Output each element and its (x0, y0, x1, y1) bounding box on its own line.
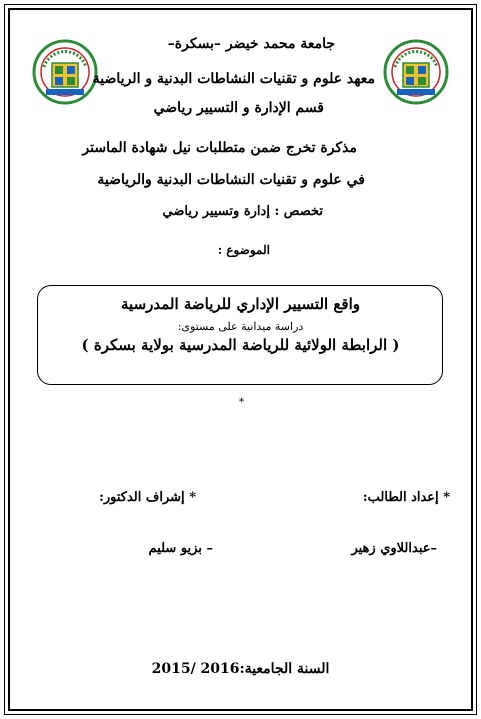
specialty: تخصص : إدارة وتسيير رياضي (162, 204, 323, 219)
subject-label: الموضوع : (217, 243, 270, 257)
supervisor-name: – بزيو سليم (148, 541, 213, 556)
university-logo-icon (32, 39, 98, 105)
university-logo-icon (383, 39, 449, 105)
thesis-study-type: دراسة ميدانية على مستوى: (177, 320, 304, 333)
institute-name: معهد علوم و تقنيات النشاطات البدنية و الرياضية (92, 71, 375, 87)
supervisor-label: * إشراف الدكتور: (99, 490, 196, 505)
university-name: جامعة محمد خيضر –بسكرة– (167, 36, 335, 52)
thesis-study-place: ( الرابطة الولائية للرياضة المدرسية بولاية بسكرة ) (81, 336, 400, 354)
department-name: قسم الإدارة و التسيير رياضي (153, 100, 324, 116)
student-label: * إعداد الطالب: (362, 490, 450, 505)
memo-line-2: في علوم و تقنيات النشاطات البدنية والرياضية (97, 172, 365, 188)
student-name: –عبداللاوي زهير (351, 541, 437, 556)
memo-line-1: مذكرة تخرج ضمن متطلبات نيل شهادة الماستر (82, 140, 357, 156)
academic-year (0, 661, 481, 677)
thesis-title: واقع التسيير الإداري للرياضة المدرسية (121, 295, 360, 313)
academic-year-value: 2015/ 2016 (151, 661, 240, 677)
academic-year-label: السنة الجامعية: (239, 661, 330, 677)
center-mark: * (239, 397, 244, 408)
